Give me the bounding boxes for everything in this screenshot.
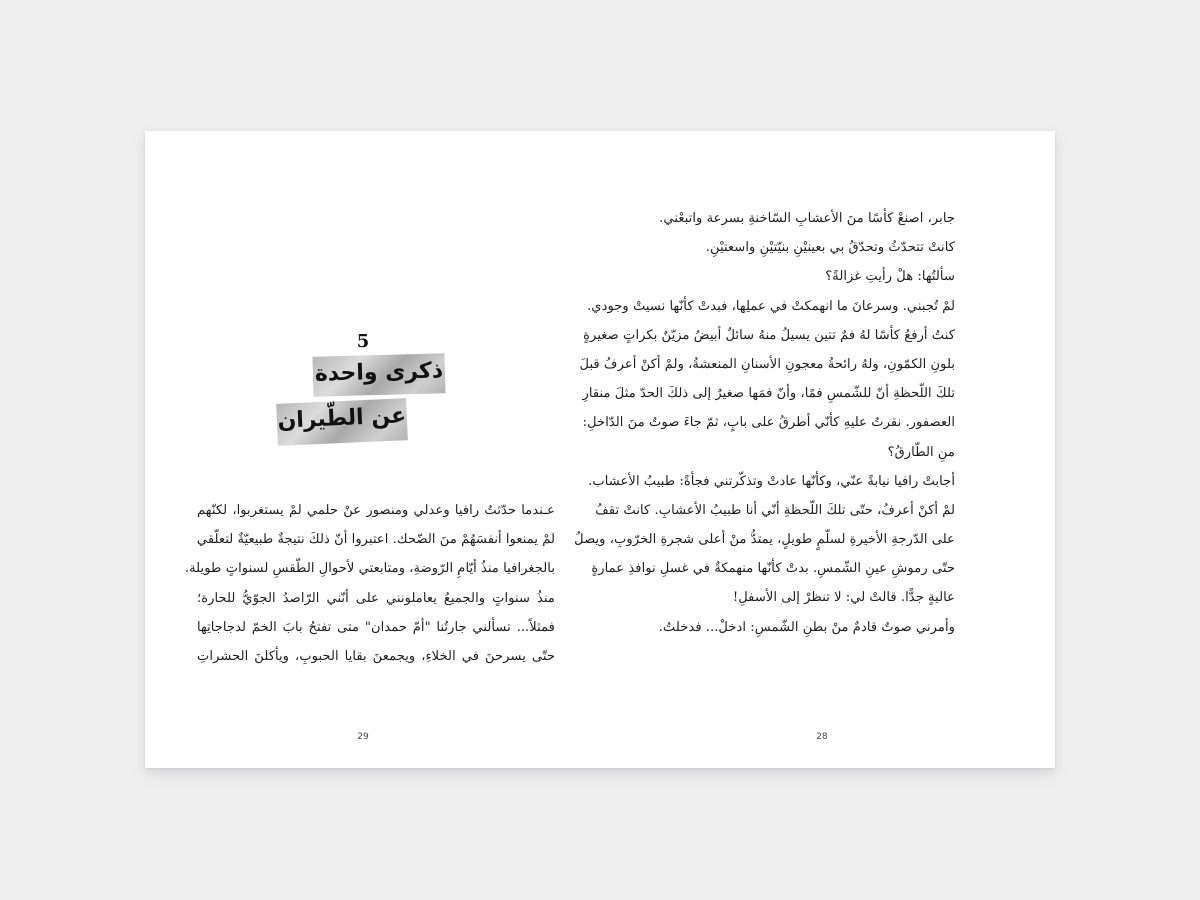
text-line: أجابتْ رافيا نيابةً عنّي، وكأنّها عادتْ وتذكّرتني فجأةً: طبيبُ الأعشاب. xyxy=(588,473,955,489)
page-number: 29 xyxy=(357,732,369,742)
right-page-text xyxy=(574,204,955,642)
text-line: جابر، اصنعْ كأسًا منَ الأعشابِ السّاخنةِ بسرعة واتبعْني. xyxy=(659,211,955,226)
text-line: سألتُها: هلْ رأيتِ غزالةً؟ xyxy=(825,269,955,285)
right-page xyxy=(574,131,1055,768)
left-page xyxy=(145,131,600,768)
text-line: منِ الطّارقُ؟ xyxy=(887,444,955,460)
left-page-text xyxy=(184,496,555,671)
book-spread xyxy=(145,131,1055,768)
chapter-number: 5 xyxy=(356,331,370,352)
text-line: كانتْ تتحدّثُ وتحدّقُ بي بعينيْنِ بنيّتيْنِ واسعتيْنِ. xyxy=(705,240,955,256)
text-line: منذُ سنواتٍ والجميعُ يعاملونني على أنّني الرّاصدُ الجوّيُّ للحارة؛ xyxy=(197,590,555,606)
text-line: عاليةٍ جدًّا. قالتْ لي: لا تنظرْ إلى الأسفلِ! xyxy=(732,590,955,606)
text-line: بلونِ الكمّونِ، ولهُ رائحةُ معجونِ الأسنانِ المنعشةُ، ولمْ أكنْ أعرفُ قبلَ xyxy=(579,356,955,372)
text-line: تلكَ اللّحظةِ أنّ للشّمسِ فمًا، وأنّ فمَها صغيرٌ إلى ذلكَ الحدّ مثلَ منقارِ xyxy=(582,386,955,402)
text-line: لمْ أكنْ أعرفُ، حتّى تلكَ اللّحظةِ أنّي أنا طبيبُ الأعشابِ. كانتْ تقفُ xyxy=(595,502,955,518)
text-line: عـندما حدّثتُ رافيا وعدلي ومنصور عنْ حلمي لمْ يستغربوا، لكنّهم xyxy=(197,503,555,518)
chapter-title-line-2: عن الطّيران xyxy=(276,398,408,446)
text-line: العصفور. نقرتُ عليهِ كأنّي أطرقُ على بابٍ، ثمّ جاءَ صوتٌ منَ الدّاخلِ: xyxy=(582,415,955,431)
text-line: على الدّرجةِ الأخيرةِ لسلّمٍ طويلٍ، يمتدُّ منْ أعلى شجرةِ الخرّوبِ، ويصلُ xyxy=(574,532,955,548)
text-line: حتّى يسرحنَ في الخلاءِ، ويجمعنَ بقايا الحبوبِ، ويأكلنَ الحشراتِ xyxy=(197,648,555,664)
text-line: بالجغرافيا منذُ أيّامِ الرّوضةِ، ومتابعتي لأحوالِ الطّقسِ لسنواتٍ طويلة. xyxy=(184,561,555,577)
page-number: 28 xyxy=(816,732,828,742)
text-line: حتّى رموشِ عينِ الشّمسِ. بدتْ كأنّها منهمكةٌ في غسلِ نوافذِ عمارةٍ xyxy=(591,561,955,577)
chapter-title-line-1: ذكرى واحدة xyxy=(312,353,445,396)
text-line: لمْ تُجبني. وسرعانَ ما انهمكتْ في عملِها، فبدتْ كأنّها نسيتْ وجودي. xyxy=(587,298,955,314)
text-line: فمثلاً... تسألني جارتُنا "أمّ حمدان" متى تفتحُ بابَ الخمّ لدجاجاتِها xyxy=(197,619,555,635)
text-line: لمْ يمنعوا أنفسَهُمْ منَ الضّحك. اعتبروا أنّ ذلكَ نتيجةٌ طبيعيّةٌ لتعلّقي xyxy=(196,532,555,548)
text-line: وأمرني صوتٌ قادمٌ منْ بطنِ الشّمسِ: ادخلْ... فدخلتُ. xyxy=(658,619,955,635)
text-line: كنتُ أرفعُ كأسًا لهُ فمٌ تتين يسيلُ منهُ سائلٌ أبيضُ مزيّنٌ بكراتٍ صغيرةٍ xyxy=(583,327,955,343)
